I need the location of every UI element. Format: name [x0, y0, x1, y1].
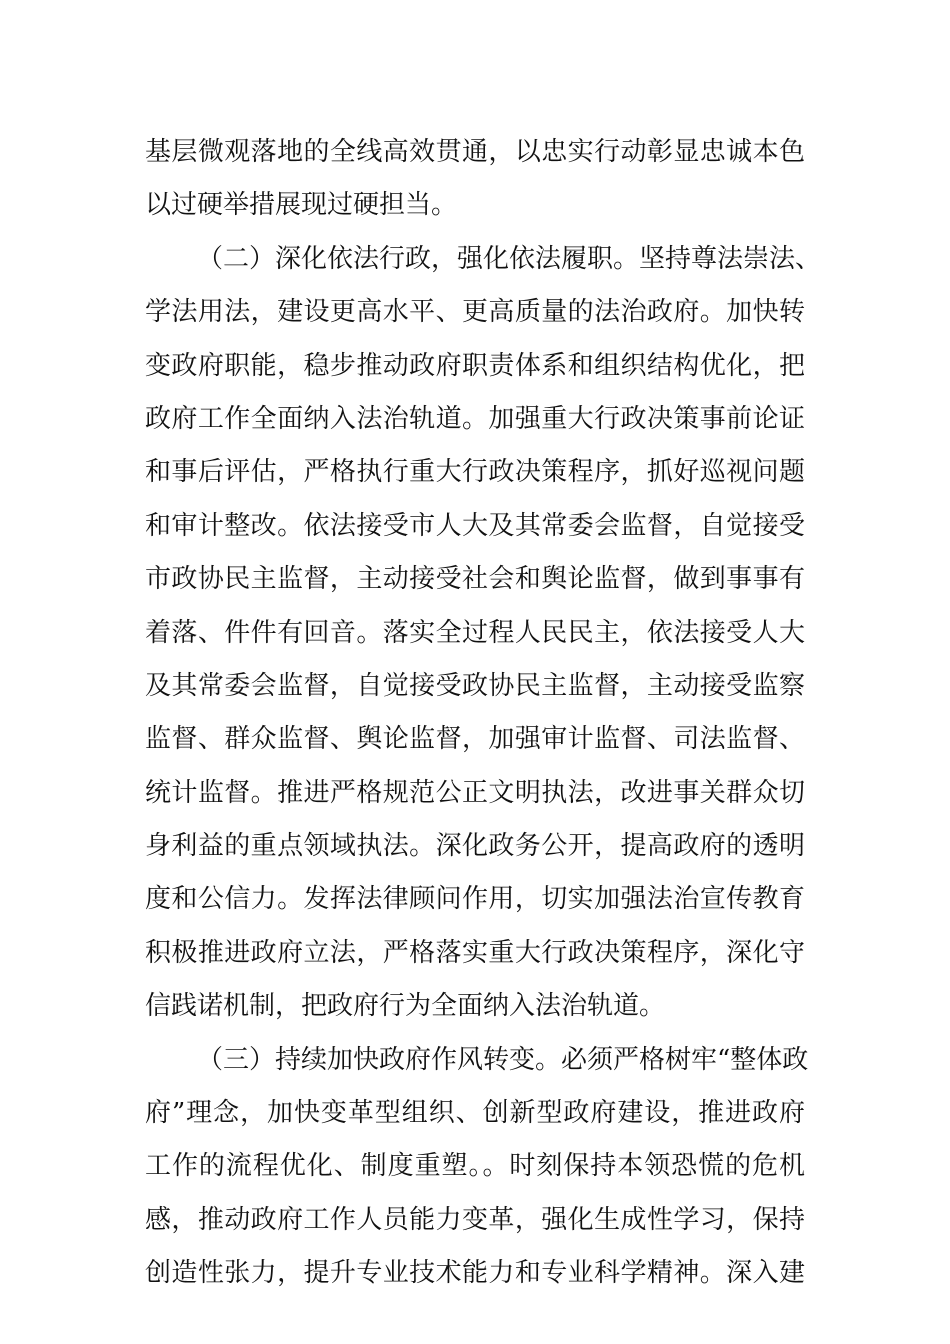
text-line: 学法用法，建设更高水平、更高质量的法治政府。加快转 — [145, 297, 805, 328]
text-line: 和审计整改。依法接受市人大及其常委会监督，自觉接受 — [145, 510, 805, 541]
text-line: 统计监督。推进严格规范公正文明执法，改进事关群众切 — [145, 777, 805, 808]
text-line: 府”理念，加快变革型组织、创新型政府建设，推进政府 — [145, 1098, 805, 1129]
text-line: 变政府职能，稳步推动政府职责体系和组织结构优化，把 — [145, 350, 805, 381]
text-line: 信践诺机制，把政府行为全面纳入法治轨道。 — [145, 991, 666, 1022]
text-line: 着落、件件有回音。落实全过程人民民主，依法接受人大 — [145, 617, 805, 648]
text-line: 政府工作全面纳入法治轨道。加强重大行政决策事前论证 — [145, 403, 805, 434]
text-line: 监督、群众监督、舆论监督，加强审计监督、司法监督、 — [145, 724, 805, 755]
paragraph-heading-line: （三）持续加快政府作风转变。必须严格树牢“整体政 — [197, 1044, 809, 1075]
text-line: 创造性张力，提升专业技术能力和专业科学精神。深入建 — [145, 1258, 805, 1289]
text-line: 和事后评估，严格执行重大行政决策程序，抓好巡视问题 — [145, 457, 805, 488]
text-line: 及其常委会监督，自觉接受政协民主监督，主动接受监察 — [145, 670, 805, 701]
text-line: 基层微观落地的全线高效贯通，以忠实行动彰显忠诚本色 — [145, 137, 805, 167]
text-line: 度和公信力。发挥法律顾问作用，切实加强法治宣传教育 — [145, 884, 805, 915]
text-line: 工作的流程优化、制度重塑。。时刻保持本领恐慌的危机 — [145, 1151, 805, 1182]
text-line: 以过硬举措展现过硬担当。 — [145, 190, 458, 221]
paragraph-heading-line: （二）深化依法行政，强化依法履职。坚持尊法崇法、 — [197, 243, 822, 274]
text-line: 市政协民主监督，主动接受社会和舆论监督，做到事事有 — [145, 564, 805, 595]
body-text — [145, 126, 822, 1301]
text-line: 感，推动政府工作人员能力变革，强化生成性学习，保持 — [145, 1204, 805, 1235]
text-line: 积极推进政府立法，严格落实重大行政决策程序，深化守 — [145, 937, 805, 968]
text-line: 身利益的重点领域执法。深化政务公开，提高政府的透明 — [145, 831, 805, 862]
